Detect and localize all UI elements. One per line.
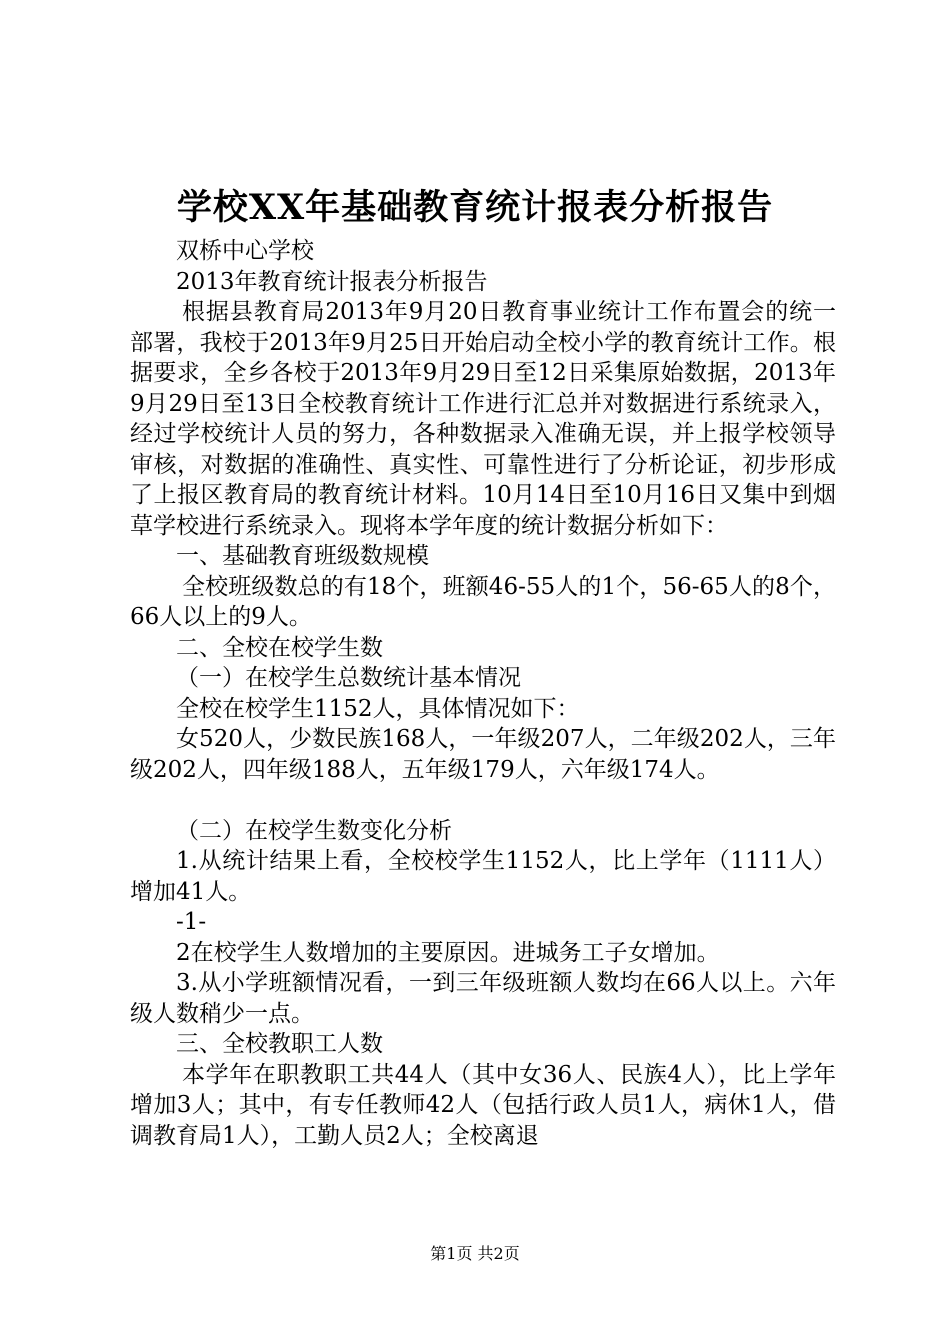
- student-change-point-1: 1.从统计结果上看，全校校学生1152人，比上学年（1111人）增加41人。: [130, 848, 836, 905]
- section-heading-staff-count: 三、全校教职工人数: [176, 1031, 383, 1057]
- student-detail-paragraph: 女520人，少数民族168人，一年级207人，二年级202人，三年级202人，四年级188人，五年级179人，六年级174人。: [130, 726, 836, 783]
- document-title: 学校XX年基础教育统计报表分析报告: [176, 187, 774, 228]
- section-heading-class-scale: 一、基础教育班级数规模: [176, 543, 429, 569]
- report-subtitle: 2013年教育统计报表分析报告: [176, 268, 488, 295]
- page-footer: 第1页 共2页: [430, 1244, 520, 1263]
- subsection-heading-student-change: （二）在校学生数变化分析: [176, 817, 452, 844]
- student-change-point-3: 3.从小学班额情况看，一到三年级班额人数均在66人以上。六年级人数稍少一点。: [130, 970, 836, 1027]
- class-scale-paragraph: 全校班级数总的有18个，班额46-55人的1个，56-65人的8个，66人以上的9人。: [130, 573, 836, 630]
- section-heading-student-count: 二、全校在校学生数: [176, 634, 383, 661]
- page-marker: -1-: [176, 909, 207, 935]
- staff-count-paragraph: 本学年在职教职工共44人（其中女36人、民族4人），比上学年增加3人；其中，有专任教师42人（包括行政人员1人，病休1人，借调教育局1人），工勤人员2人；全校离退: [130, 1061, 836, 1149]
- paragraph-gap: [130, 785, 836, 816]
- document-body: [130, 236, 836, 1151]
- student-change-point-2: 2在校学生人数增加的主要原因。进城务工子女增加。: [176, 939, 720, 966]
- intro-paragraph: 根据县教育局2013年9月20日教育事业统计工作布置会的统一部署，我校于2013年9月25日开始启动全校小学的教育统计工作。根据要求，全乡各校于2013年9月29日至12日采集原始数据，2013年9月29日至13日全校教育统计工作进行汇总并对数据进行系统录入，经过学校统计人员的努力，各种数据录入准确无误，并上报学校领导审核，对数据的准确性、真实性、可靠性进行了分析论证，初步形成了上报区教育局的教育统计材料。10月14日至10月16日又集中到烟草学校进行系统录入。现将本学年度的统计数据分析如下：: [130, 299, 836, 539]
- subsection-heading-student-basic: （一）在校学生总数统计基本情况: [176, 665, 521, 691]
- student-total-paragraph: 全校在校学生1152人，具体情况如下：: [176, 695, 580, 722]
- school-name: 双桥中心学校: [176, 238, 314, 264]
